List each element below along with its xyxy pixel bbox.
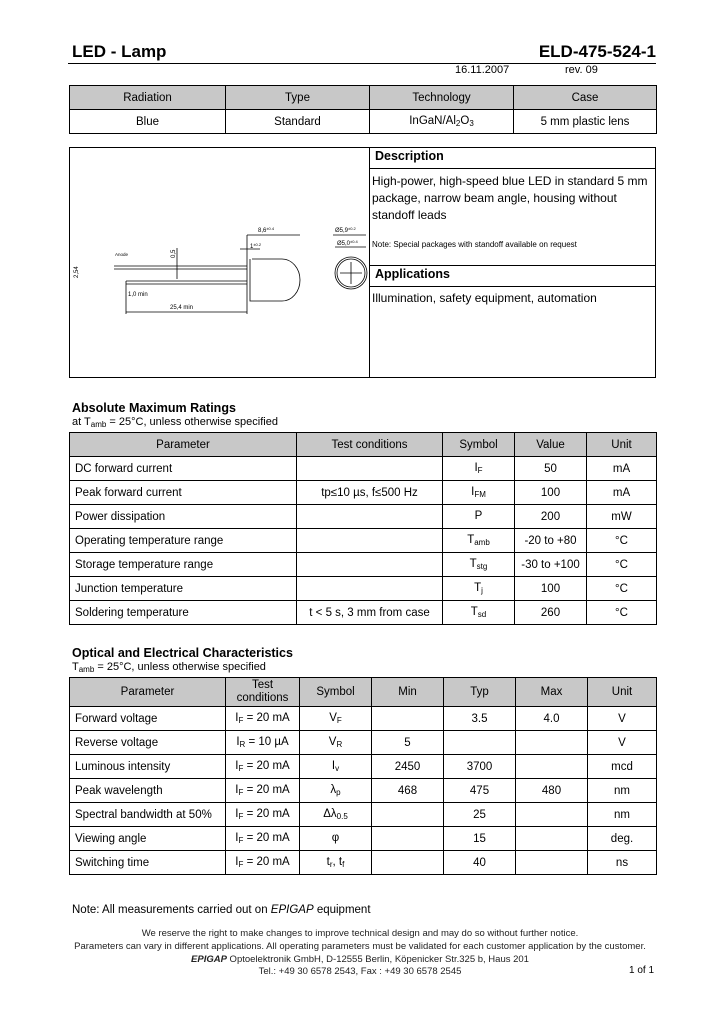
dim-inner-diameter: $Ø5,0^{\pm 0.4}$ bbox=[337, 239, 358, 247]
symbol-cell bbox=[443, 553, 515, 577]
applications-text: Illumination, safety equipment, automation bbox=[372, 291, 597, 305]
doc-date: 16.11.2007 bbox=[455, 64, 510, 76]
conditions-cell bbox=[226, 707, 300, 731]
unit-cell: nm bbox=[588, 803, 657, 827]
value-cell: 260 bbox=[515, 601, 587, 625]
table-row bbox=[70, 779, 657, 803]
col-header: Symbol bbox=[443, 433, 515, 457]
parameter-cell: Power dissipation bbox=[70, 505, 297, 529]
value-cell: -30 to +100 bbox=[515, 553, 587, 577]
table-row bbox=[70, 803, 657, 827]
led-dimension-drawing bbox=[70, 148, 369, 377]
table-row bbox=[70, 457, 657, 481]
dim-flange: $1^{\pm 0.2}$ bbox=[250, 242, 262, 250]
max-cell: 4.0 bbox=[516, 707, 588, 731]
col-header: Type bbox=[226, 86, 370, 110]
cond-value: = 20 mA bbox=[243, 832, 290, 844]
symbol-cell bbox=[300, 827, 372, 851]
symbol-cell bbox=[300, 779, 372, 803]
symbol-main: T bbox=[474, 582, 482, 594]
symbol-cell bbox=[300, 731, 372, 755]
oec-subtitle: $T_{amb} = 25^\circ C$, unless otherwise specified bbox=[72, 661, 266, 674]
parameter-cell: Junction temperature bbox=[70, 577, 297, 601]
conditions-cell bbox=[226, 755, 300, 779]
col-header: Unit bbox=[587, 433, 657, 457]
footer-disclaimer-1: We reserve the right to make changes to improve technical design and may do so without further notice. bbox=[141, 928, 579, 939]
cond-main: I bbox=[236, 736, 240, 748]
cond-sub: F bbox=[238, 860, 244, 869]
table-row bbox=[70, 755, 657, 779]
table-row bbox=[70, 731, 657, 755]
doc-title: LED - Lamp bbox=[72, 42, 167, 61]
description-text: High-power, high-speed blue LED in standard 5 mm package, narrow beam angle, housing without standoff leads bbox=[372, 174, 648, 222]
symbol-cell bbox=[443, 529, 515, 553]
summary-table bbox=[69, 85, 657, 134]
cond-value: = 20 mA bbox=[243, 760, 290, 772]
footer-disclaimer-2: Parameters can vary in different applications. All operating parameters must be validated for each customer application by the customer. bbox=[74, 941, 646, 952]
symbol-main: V bbox=[328, 736, 337, 748]
symbol-sub: j bbox=[481, 586, 483, 595]
unit-cell: ns bbox=[588, 851, 657, 875]
col-header: Parameter bbox=[70, 433, 297, 457]
dim-pin: 0,5 bbox=[171, 249, 177, 258]
case-value: 5 mm plastic lens bbox=[514, 110, 657, 134]
typ-cell bbox=[444, 731, 516, 755]
min-cell bbox=[372, 803, 444, 827]
cond-value: = 20 mA bbox=[243, 784, 290, 796]
min-cell bbox=[372, 827, 444, 851]
symbol-sub: 0.5 bbox=[336, 812, 348, 821]
symbol-cell bbox=[443, 505, 515, 529]
symbol-main: T bbox=[469, 558, 477, 570]
radiation-value: Blue bbox=[70, 110, 226, 134]
min-cell: 468 bbox=[372, 779, 444, 803]
col-header: Min bbox=[372, 678, 444, 707]
description-box bbox=[69, 147, 656, 378]
parameter-cell: DC forward current bbox=[70, 457, 297, 481]
parameter-cell: Operating temperature range bbox=[70, 529, 297, 553]
footer-address: EPIGAP Optoelektronik GmbH, D-12555 Berlin, Köpenicker Str.325 b, Haus 201 bbox=[191, 954, 529, 965]
unit-cell: mcd bbox=[588, 755, 657, 779]
table-row bbox=[70, 481, 657, 505]
dim-lead-min: 1,0 min bbox=[128, 292, 148, 298]
symbol-sub: F bbox=[336, 716, 342, 725]
table-row bbox=[70, 577, 657, 601]
oec-title: Optical and Electrical Characteristics bbox=[72, 646, 293, 660]
conditions-cell: t < 5 s, 3 mm from case bbox=[297, 601, 443, 625]
symbol-sub: sd bbox=[477, 610, 487, 619]
anode-label: Anode bbox=[115, 252, 129, 257]
conditions-cell bbox=[297, 553, 443, 577]
symbol-sub: R bbox=[336, 740, 343, 749]
conditions-cell: tp≤10 µs, f≤500 Hz bbox=[297, 481, 443, 505]
cond-value: = 10 µA bbox=[245, 736, 289, 748]
conditions-cell bbox=[226, 731, 300, 755]
symbol-main: T bbox=[470, 606, 478, 618]
symbol-main: I bbox=[331, 760, 336, 772]
unit-cell: mA bbox=[587, 457, 657, 481]
description-note: Note: Special packages with standoff available on request bbox=[372, 240, 577, 249]
unit-cell: mA bbox=[587, 481, 657, 505]
parameter-cell: Reverse voltage bbox=[70, 731, 226, 755]
table-row bbox=[70, 505, 657, 529]
parameter-cell: Peak forward current bbox=[70, 481, 297, 505]
col-header: Case bbox=[514, 86, 657, 110]
applications-heading: Applications bbox=[375, 267, 451, 281]
conditions-cell bbox=[297, 457, 443, 481]
doc-revision: rev. 09 bbox=[565, 64, 598, 76]
col-header: Test conditions bbox=[226, 678, 300, 707]
parameter-cell: Spectral bandwidth at 50% bbox=[70, 803, 226, 827]
symbol-main: λ bbox=[330, 784, 337, 796]
table-row bbox=[70, 851, 657, 875]
symbol-sub: amb bbox=[474, 538, 490, 547]
symbol-cell bbox=[300, 755, 372, 779]
symbol-sub: stg bbox=[476, 562, 488, 571]
cond-main: I bbox=[235, 760, 239, 772]
unit-cell: V bbox=[588, 731, 657, 755]
symbol-main: T bbox=[467, 534, 475, 546]
table-row bbox=[70, 827, 657, 851]
symbol-cell bbox=[443, 481, 515, 505]
value-cell: -20 to +80 bbox=[515, 529, 587, 553]
col-header: Technology bbox=[370, 86, 514, 110]
absolute-max-ratings-table bbox=[69, 432, 657, 625]
dim-length: $8,6^{\pm 0.4}$ bbox=[258, 226, 275, 234]
amr-title: Absolute Maximum Ratings bbox=[72, 401, 236, 415]
symbol-cell bbox=[443, 577, 515, 601]
parameter-cell: Forward voltage bbox=[70, 707, 226, 731]
dim-lead-length: 25,4 min bbox=[170, 305, 194, 311]
col-header: Max bbox=[516, 678, 588, 707]
min-cell: 2450 bbox=[372, 755, 444, 779]
cond-sub: R bbox=[239, 740, 246, 749]
symbol-cell bbox=[300, 803, 372, 827]
unit-cell: mW bbox=[587, 505, 657, 529]
symbol-main-2: , t bbox=[332, 856, 343, 868]
col-header: Parameter bbox=[70, 678, 226, 707]
max-cell bbox=[516, 803, 588, 827]
cond-main: I bbox=[235, 808, 239, 820]
min-cell bbox=[372, 851, 444, 875]
col-header: Value bbox=[515, 433, 587, 457]
part-number: ELD-475-524-1 bbox=[538, 42, 656, 61]
parameter-cell: Storage temperature range bbox=[70, 553, 297, 577]
typ-cell: 15 bbox=[444, 827, 516, 851]
table-row bbox=[70, 707, 657, 731]
col-header: Unit bbox=[588, 678, 657, 707]
max-cell bbox=[516, 731, 588, 755]
symbol-sub: p bbox=[336, 788, 341, 797]
cond-main: I bbox=[235, 832, 239, 844]
symbol-main: t bbox=[326, 856, 330, 868]
parameter-cell: Luminous intensity bbox=[70, 755, 226, 779]
max-cell: 480 bbox=[516, 779, 588, 803]
unit-cell: °C bbox=[587, 577, 657, 601]
dim-outer-diameter: $Ø5,9^{\pm 0.2}$ bbox=[335, 226, 356, 234]
cond-sub: F bbox=[238, 788, 244, 797]
cond-sub: F bbox=[238, 836, 244, 845]
symbol-sub-2: f bbox=[342, 860, 345, 869]
conditions-cell bbox=[226, 779, 300, 803]
typ-cell: 40 bbox=[444, 851, 516, 875]
symbol-cell bbox=[443, 457, 515, 481]
symbol-main: φ bbox=[331, 832, 340, 844]
cond-sub: F bbox=[238, 812, 244, 821]
cond-sub: F bbox=[238, 716, 244, 725]
value-cell: 50 bbox=[515, 457, 587, 481]
symbol-cell bbox=[443, 601, 515, 625]
table-row bbox=[70, 553, 657, 577]
symbol-main: Δλ bbox=[323, 808, 337, 820]
cond-main: I bbox=[235, 784, 239, 796]
max-cell bbox=[516, 827, 588, 851]
symbol-sub: F bbox=[477, 466, 483, 475]
symbol-main: V bbox=[329, 712, 337, 724]
symbol-cell bbox=[300, 851, 372, 875]
unit-cell: deg. bbox=[588, 827, 657, 851]
symbol-main: P bbox=[474, 510, 483, 522]
col-header: Test conditions bbox=[297, 433, 443, 457]
unit-cell: V bbox=[588, 707, 657, 731]
symbol-sub: v bbox=[335, 764, 340, 773]
dim-pitch: 2,54 bbox=[74, 266, 80, 278]
conditions-cell bbox=[226, 851, 300, 875]
measurement-note: Note: All measurements carried out on EPIGAP equipment bbox=[72, 904, 371, 916]
parameter-cell: Peak wavelength bbox=[70, 779, 226, 803]
cond-value: = 20 mA bbox=[243, 712, 290, 724]
typ-cell: 3.5 bbox=[444, 707, 516, 731]
unit-cell: °C bbox=[587, 601, 657, 625]
symbol-sub: r bbox=[329, 860, 333, 869]
value-cell: 200 bbox=[515, 505, 587, 529]
conditions-cell bbox=[297, 529, 443, 553]
typ-cell: 3700 bbox=[444, 755, 516, 779]
conditions-cell bbox=[226, 827, 300, 851]
footer-contact: Tel.: +49 30 6578 2543, Fax : +49 30 6578 2545 bbox=[258, 966, 462, 977]
cond-value: = 20 mA bbox=[243, 856, 290, 868]
col-header: Typ bbox=[444, 678, 516, 707]
page-number: 1 of 1 bbox=[629, 965, 655, 976]
table-row bbox=[70, 601, 657, 625]
conditions-cell bbox=[297, 505, 443, 529]
cond-main: I bbox=[235, 712, 239, 724]
symbol-main: I bbox=[474, 462, 478, 474]
conditions-cell bbox=[297, 577, 443, 601]
parameter-cell: Switching time bbox=[70, 851, 226, 875]
optical-electrical-table bbox=[69, 677, 657, 875]
col-header: Radiation bbox=[70, 86, 226, 110]
min-cell bbox=[372, 707, 444, 731]
technology-value: InGaN/$Al_2O_3$ bbox=[370, 110, 514, 134]
symbol-cell bbox=[300, 707, 372, 731]
typ-cell: 475 bbox=[444, 779, 516, 803]
typ-cell: 25 bbox=[444, 803, 516, 827]
max-cell bbox=[516, 851, 588, 875]
col-header: Symbol bbox=[300, 678, 372, 707]
unit-cell: °C bbox=[587, 529, 657, 553]
type-value: Standard bbox=[226, 110, 370, 134]
parameter-cell: Soldering temperature bbox=[70, 601, 297, 625]
unit-cell: nm bbox=[588, 779, 657, 803]
symbol-main: I bbox=[471, 486, 475, 498]
description-heading: Description bbox=[375, 149, 444, 163]
cond-value: = 20 mA bbox=[243, 808, 290, 820]
table-row bbox=[70, 529, 657, 553]
symbol-sub: FM bbox=[474, 490, 486, 499]
cond-sub: F bbox=[238, 764, 244, 773]
cond-main: I bbox=[235, 856, 239, 868]
amr-subtitle: at $T_{amb} = 25^\circ C$, unless otherwise specified bbox=[72, 416, 278, 429]
unit-cell: °C bbox=[587, 553, 657, 577]
max-cell bbox=[516, 755, 588, 779]
conditions-cell bbox=[226, 803, 300, 827]
min-cell: 5 bbox=[372, 731, 444, 755]
value-cell: 100 bbox=[515, 481, 587, 505]
parameter-cell: Viewing angle bbox=[70, 827, 226, 851]
value-cell: 100 bbox=[515, 577, 587, 601]
